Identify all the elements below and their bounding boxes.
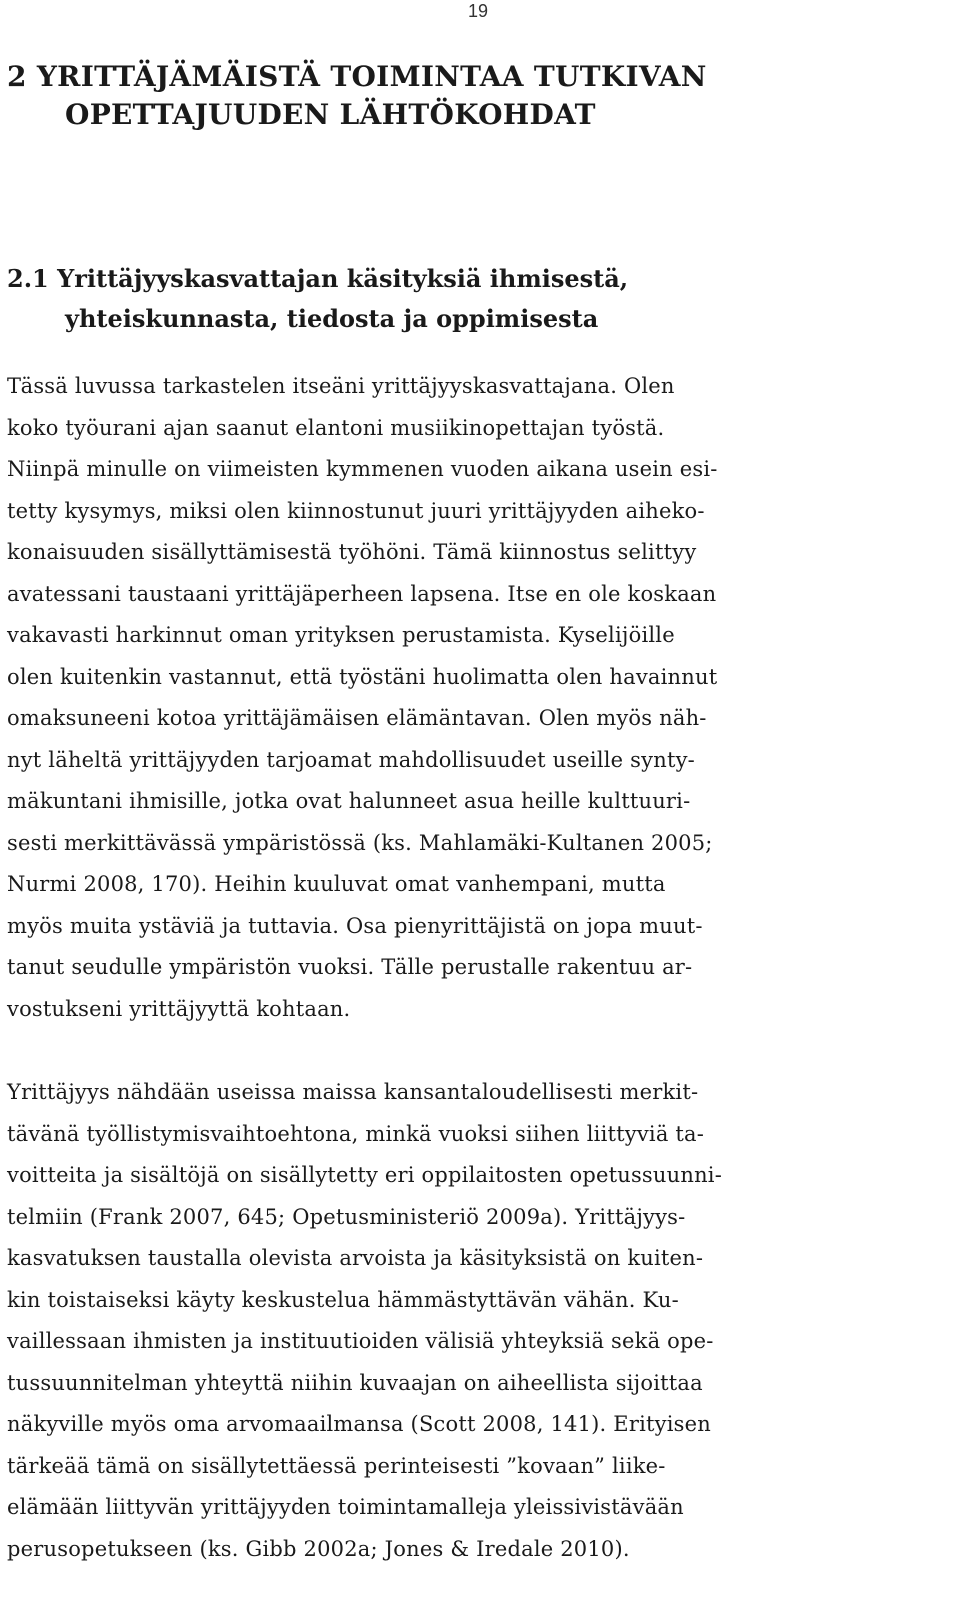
paragraph-line: tanut seudulle ympäristön vuoksi. Tälle perustalle rakentuu ar- <box>7 955 693 979</box>
paragraph-line: Yrittäjyys nähdään useissa maissa kansantaloudellisesti merkit- <box>7 1080 699 1104</box>
paragraph-line: konaisuuden sisällyttämisestä työhöni. Tämä kiinnostus selittyy <box>7 540 697 564</box>
paragraph-line: tetty kysymys, miksi olen kiinnostunut juuri yrittäjyyden aiheko- <box>7 498 705 523</box>
body-paragraph <box>7 1072 722 1570</box>
paragraph-line: tussuunnitelman yhteyttä niihin kuvaajan on aiheellista sijoittaa <box>7 1370 703 1395</box>
paragraph-line: avatessani taustaani yrittäjäperheen lapsena. Itse en ole koskaan <box>7 581 717 606</box>
paragraph-line: elämään liittyvän yrittäjyyden toimintamalleja yleissivistävään <box>7 1495 684 1519</box>
paragraph-line: olen kuitenkin vastannut, että työstäni huolimatta olen havainnut <box>7 664 718 689</box>
paragraph-line: vakavasti harkinnut oman yrityksen perustamista. Kyselijöille <box>7 623 675 647</box>
paragraph-line: telmiin (Frank 2007, 645; Opetusministeriö 2009a). Yrittäjyys- <box>7 1204 686 1229</box>
paragraph-line: tävänä työllistymisvaihtoehtona, minkä vuoksi siihen liittyviä ta- <box>7 1121 705 1146</box>
chapter-heading-line: OPETTAJUUDEN LÄHTÖKOHDAT <box>65 98 596 131</box>
paragraph-line: koko työurani ajan saanut elantoni musiikinopettajan työstä. <box>7 415 665 440</box>
paragraph-line: sesti merkittävässä ympäristössä (ks. Mahlamäki-Kultanen 2005; <box>7 830 713 855</box>
section-heading-line: yhteiskunnasta, tiedosta ja oppimisesta <box>65 304 599 333</box>
paragraph-line: omaksuneeni kotoa yrittäjämäisen elämäntavan. Olen myös näh- <box>7 706 707 730</box>
paragraph-line: mäkuntani ihmisille, jotka ovat halunneet asua heille kulttuuri- <box>7 789 691 813</box>
paragraph-line: kin toistaiseksi käyty keskustelua hämmästyttävän vähän. Ku- <box>7 1287 679 1312</box>
paragraph-line: vaillessaan ihmisten ja instituutioiden välisiä yhteyksiä sekä ope- <box>7 1329 714 1353</box>
paragraph-line: myös muita ystäviä ja tuttavia. Osa pienyrittäjistä on jopa muut- <box>7 913 703 938</box>
paragraph-line: kasvatuksen taustalla olevista arvoista ja käsityksistä on kuiten- <box>7 1246 704 1270</box>
paragraph-line: voitteita ja sisältöjä on sisällytetty eri oppilaitosten opetussuunni- <box>7 1163 723 1187</box>
paragraph-line: tärkeää tämä on sisällytettäessä perinteisesti ”kovaan” liike- <box>7 1453 666 1478</box>
paragraph-line: Nurmi 2008, 170). Heihin kuuluvat omat vanhempani, mutta <box>7 872 666 896</box>
paragraph-line: näkyville myös oma arvomaailmansa (Scott 2008, 141). Erityisen <box>7 1412 711 1436</box>
page-number: 19 <box>468 1 489 21</box>
chapter-heading <box>7 58 707 134</box>
body-paragraph <box>7 366 718 1030</box>
paragraph-line: nyt läheltä yrittäjyyden tarjoamat mahdollisuudet useille synty- <box>7 747 695 772</box>
paragraph-line: Tässä luvussa tarkastelen itseäni yrittäjyyskasvattajana. Olen <box>7 374 675 398</box>
section-heading-line: 2.1 Yrittäjyyskasvattajan käsityksiä ihmisestä, <box>7 264 629 293</box>
section-heading <box>7 259 628 339</box>
paragraph-line: perusopetukseen (ks. Gibb 2002a; Jones & Iredale 2010). <box>7 1536 630 1561</box>
paragraph-line: vostukseni yrittäjyyttä kohtaan. <box>7 996 351 1021</box>
chapter-heading-line: 2 YRITTÄJÄMÄISTÄ TOIMINTAA TUTKIVAN <box>7 60 707 93</box>
paragraph-line: Niinpä minulle on viimeisten kymmenen vuoden aikana usein esi- <box>7 457 718 481</box>
